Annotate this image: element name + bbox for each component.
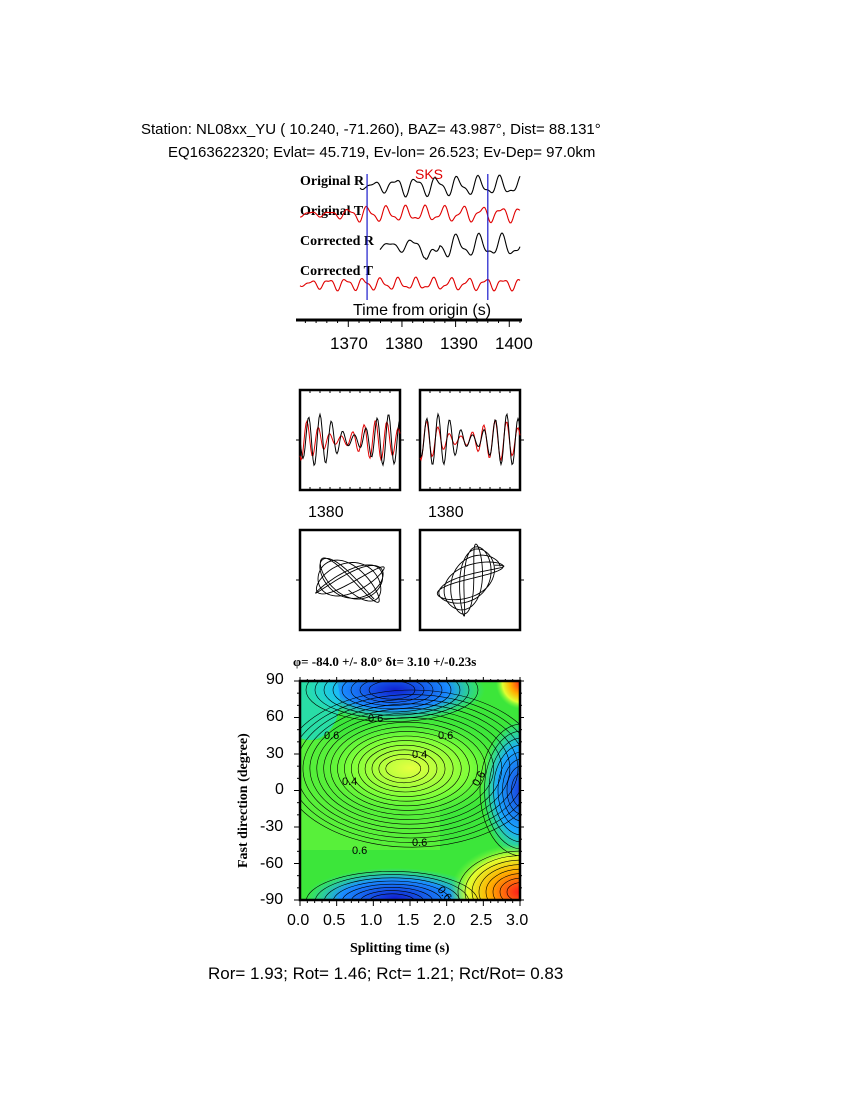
grid-red-region-top xyxy=(496,657,548,709)
wave-right-tick-label: 1380 xyxy=(428,504,464,521)
grid-xlabel: Splitting time (s) xyxy=(350,941,450,956)
trace-corrected-r xyxy=(380,233,520,259)
grid-x-tick: 2.5 xyxy=(470,912,493,929)
particle-box-right xyxy=(420,530,520,630)
trace-original-r xyxy=(360,175,520,197)
contour-label: 0.6 xyxy=(324,730,340,742)
trace-corrected-t xyxy=(300,277,520,291)
grid-ylabel: Fast direction (degree) xyxy=(236,733,251,868)
seismogram-panel xyxy=(296,174,522,327)
particle-motion-panel xyxy=(296,530,524,630)
waveform-comparison-panel xyxy=(296,390,524,490)
contour-label: 0.6 xyxy=(352,845,368,857)
trace-label-corrected-r: Corrected R xyxy=(300,234,374,249)
contour-label: 0.6 xyxy=(368,713,384,725)
grid-x-tick: 2.0 xyxy=(433,912,456,929)
contour-label: 0.4 xyxy=(342,776,358,788)
trace-label-corrected-t: Corrected T xyxy=(300,264,373,279)
grid-y-tick: -30 xyxy=(260,818,284,835)
grid-x-tick: 0.0 xyxy=(287,912,310,929)
event-info: EQ163622320; Evlat= 45.719, Ev-lon= 26.523; Ev-Dep= 97.0km xyxy=(168,144,596,161)
grid-x-tick: 1.5 xyxy=(397,912,420,929)
footer-ratios: Ror= 1.93; Rot= 1.46; Rct= 1.21; Rct/Rot= 0.83 xyxy=(208,964,564,983)
station-info: Station: NL08xx_YU ( 10.240, -71.260), BAZ= 43.987°, Dist= 88.131° xyxy=(141,121,601,138)
energy-grid-title: φ= -84.0 +/- 8.0° δt= 3.10 +/-0.23s xyxy=(293,654,477,669)
particle-motion-left xyxy=(316,558,385,602)
wave-right-black-trace xyxy=(420,414,520,464)
grid-y-tick: -90 xyxy=(260,891,284,908)
contour-label: 0.4 xyxy=(412,749,428,761)
particle-motion-right xyxy=(437,544,504,616)
grid-y-tick: 0 xyxy=(275,781,284,798)
seis-tick-label: 1390 xyxy=(440,334,478,353)
energy-grid-panel xyxy=(280,657,590,940)
particle-box-left xyxy=(300,530,400,630)
grid-x-tick: 1.0 xyxy=(360,912,383,929)
contour-label: 0.6 xyxy=(434,884,454,904)
contour-label: 0.6 xyxy=(470,769,489,789)
trace-original-t xyxy=(300,205,520,223)
trace-label-original-r: Original R xyxy=(300,174,365,189)
grid-y-tick: 90 xyxy=(266,671,284,688)
seis-tick-label: 1400 xyxy=(495,334,533,353)
seismogram-xlabel: Time from origin (s) xyxy=(353,302,492,319)
trace-label-original-t: Original T xyxy=(300,204,364,219)
grid-y-tick: 60 xyxy=(266,708,284,725)
contour-label: 0.6 xyxy=(412,837,428,849)
grid-y-tick: 30 xyxy=(266,745,284,762)
seis-tick-label: 1380 xyxy=(385,334,423,353)
seis-tick-label: 1370 xyxy=(330,334,368,353)
phase-label: SKS xyxy=(415,166,444,182)
grid-y-tick: -60 xyxy=(260,855,284,872)
wave-left-tick-label: 1380 xyxy=(308,504,344,521)
grid-x-tick: 0.5 xyxy=(323,912,346,929)
contour-label: 0.6 xyxy=(438,730,454,742)
grid-x-tick: 3.0 xyxy=(506,912,529,929)
